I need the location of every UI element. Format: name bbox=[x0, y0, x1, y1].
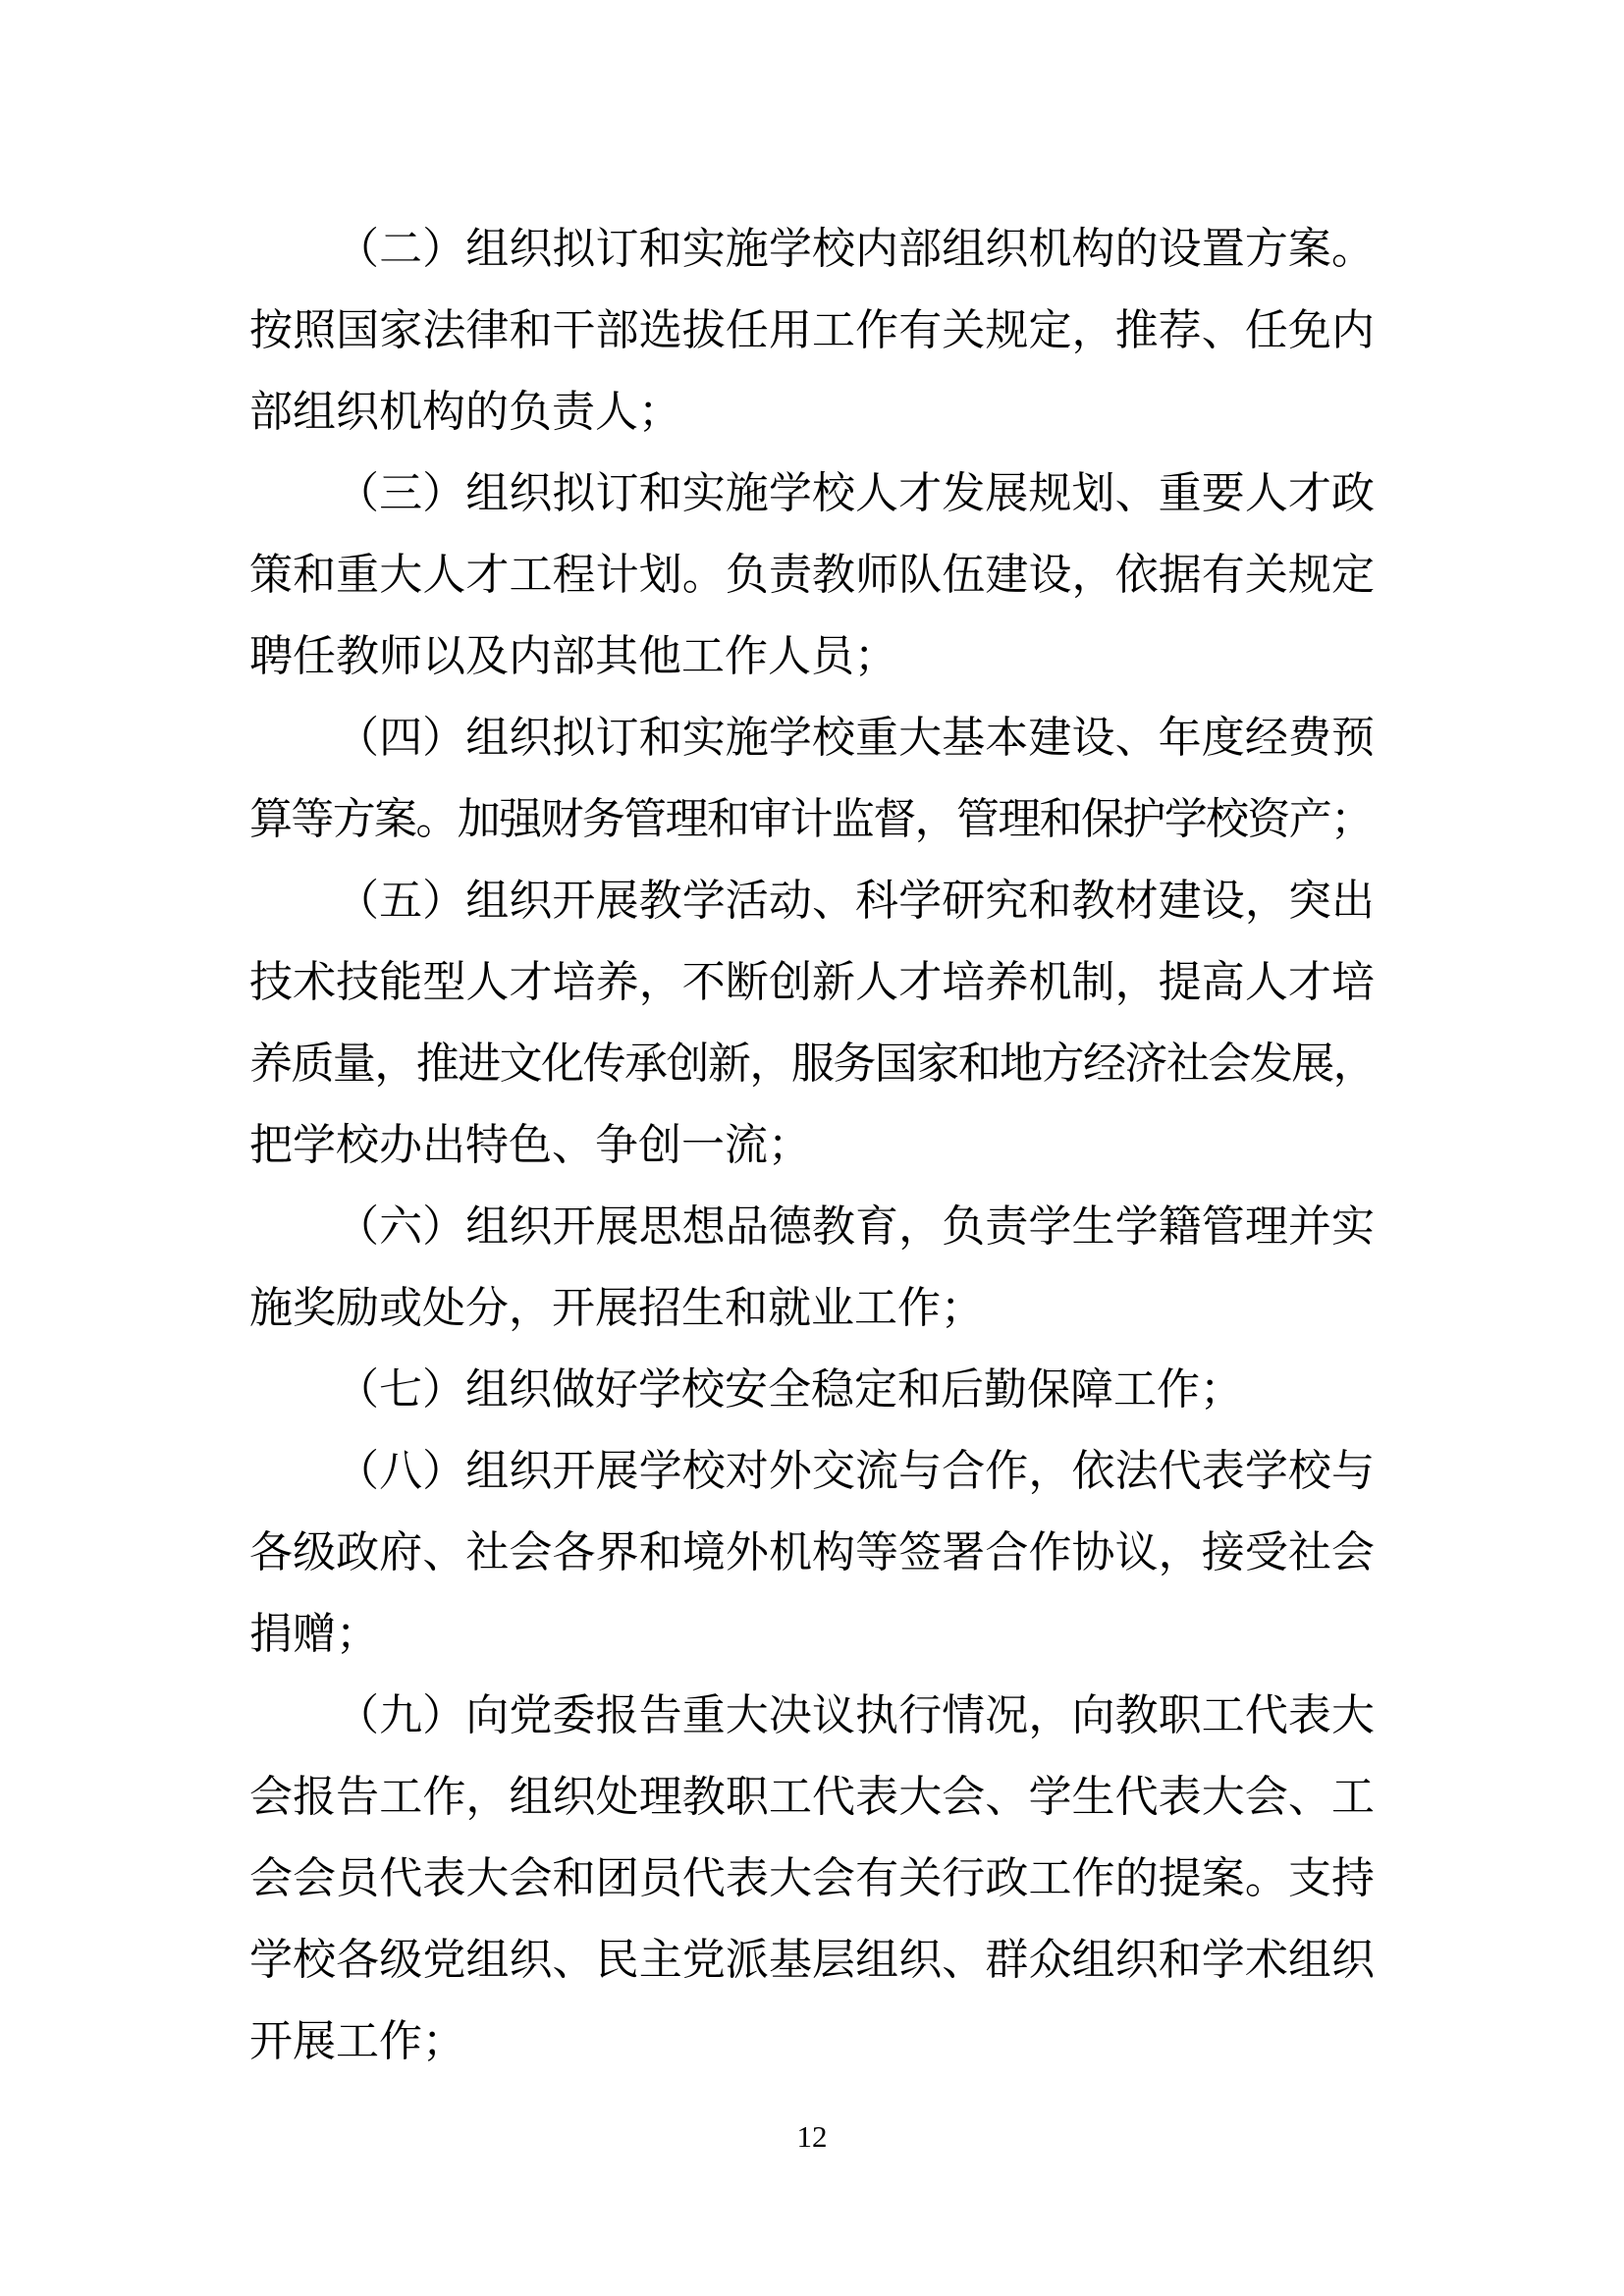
paragraph bbox=[249, 697, 1375, 860]
paragraph bbox=[249, 1186, 1375, 1349]
paragraph bbox=[249, 1430, 1375, 1675]
text-line: 各级政府、社会各界和境外机构等签署合作协议，接受社会 bbox=[249, 1528, 1375, 1576]
paragraph bbox=[249, 1675, 1375, 2082]
text-line: 开展工作； bbox=[249, 2017, 465, 2065]
text-line: 会会员代表大会和团员代表大会有关行政工作的提案。支持 bbox=[249, 1854, 1375, 1902]
text-line: （七）组织做好学校安全稳定和后勤保障工作； bbox=[336, 1365, 1243, 1414]
paragraph bbox=[249, 453, 1375, 697]
text-line: 聘任教师以及内部其他工作人员； bbox=[249, 632, 897, 680]
text-line: （四）组织拟订和实施学校重大基本建设、年度经费预 bbox=[336, 714, 1375, 762]
text-line: 捐赠； bbox=[249, 1610, 379, 1658]
paragraph bbox=[249, 860, 1375, 1186]
body-text bbox=[249, 208, 1375, 2082]
page-number: 12 bbox=[796, 2119, 828, 2154]
paragraph bbox=[249, 208, 1375, 453]
text-line: （六）组织开展思想品德教育，负责学生学籍管理并实 bbox=[336, 1202, 1375, 1251]
text-line: 算等方案。加强财务管理和审计监督，管理和保护学校资产； bbox=[249, 795, 1373, 843]
text-line: （八）组织开展学校对外交流与合作，依法代表学校与 bbox=[336, 1447, 1375, 1495]
text-line: （九）向党委报告重大决议执行情况，向教职工代表大 bbox=[336, 1691, 1375, 1739]
text-line: 学校各级党组织、民主党派基层组织、群众组织和学术组织 bbox=[249, 1936, 1375, 1984]
text-line: 会报告工作，组织处理教职工代表大会、学生代表大会、工 bbox=[249, 1773, 1375, 1821]
paragraph bbox=[249, 1349, 1375, 1430]
text-line: 策和重大人才工程计划。负责教师队伍建设，依据有关规定 bbox=[249, 551, 1375, 599]
text-line: （二）组织拟订和实施学校内部组织机构的设置方案。 bbox=[336, 225, 1375, 273]
text-line: 施奖励或处分，开展招生和就业工作； bbox=[249, 1284, 984, 1332]
text-line: （三）组织拟订和实施学校人才发展规划、重要人才政 bbox=[336, 469, 1375, 517]
text-line: 养质量，推进文化传承创新，服务国家和地方经济社会发展， bbox=[249, 1040, 1375, 1088]
text-line: 技术技能型人才培养，不断创新人才培养机制，提高人才培 bbox=[249, 958, 1375, 1006]
text-line: 按照国家法律和干部选拔任用工作有关规定，推荐、任免内 bbox=[249, 306, 1375, 354]
text-line: 把学校办出特色、争创一流； bbox=[249, 1121, 811, 1169]
text-line: 部组织机构的负责人； bbox=[249, 388, 681, 436]
text-line: （五）组织开展教学活动、科学研究和教材建设，突出 bbox=[336, 877, 1375, 925]
